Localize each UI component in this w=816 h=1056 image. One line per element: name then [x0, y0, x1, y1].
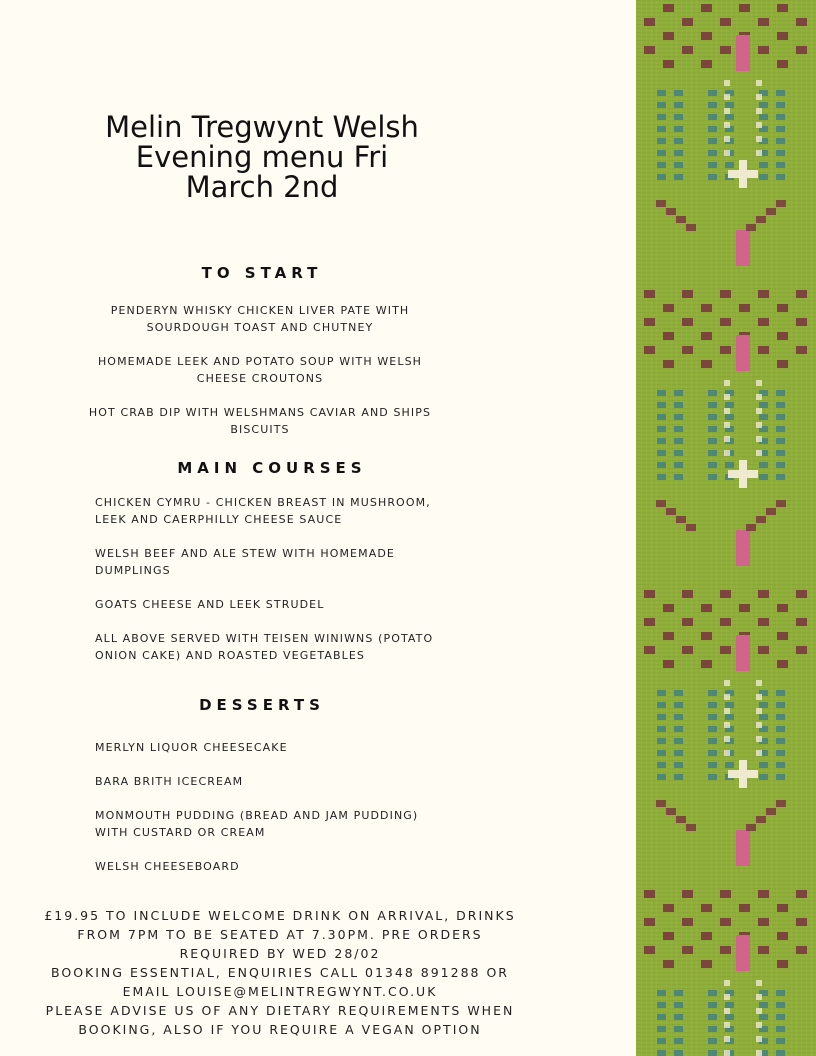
menu-item-line: SOURDOUGH TOAST AND CHUTNEY — [146, 321, 374, 334]
menu-item-line: PENDERYN WHISKY CHICKEN LIVER PATE WITH — [110, 304, 410, 317]
menu-item-line: WITH CUSTARD OR CREAM — [95, 826, 266, 839]
title-line: Evening menu Fri — [135, 140, 389, 174]
menu-item — [95, 630, 475, 664]
menu-item-line: LEEK AND CAERPHILLY CHEESE SAUCE — [95, 513, 343, 526]
page-title — [60, 112, 464, 202]
menu-item-line: ALL ABOVE SERVED WITH TEISEN WINIWNS (POTATO — [95, 632, 434, 645]
booking-info-line: PLEASE ADVISE US OF ANY DIETARY REQUIREMENTS WHEN — [45, 1003, 515, 1018]
menu-item — [95, 494, 475, 528]
menu-item-line: CHEESE CROUTONS — [196, 372, 324, 385]
menu-item-line: HOMEMADE LEEK AND POTATO SOUP WITH WELSH — [97, 355, 423, 368]
menu-item-line: MERLYN LIQUOR CHEESECAKE — [95, 741, 288, 754]
menu-item-line: WELSH BEEF AND ALE STEW WITH HOMEMADE — [95, 547, 395, 560]
menu-item — [60, 302, 460, 336]
menu-item-line: DUMPLINGS — [95, 564, 171, 577]
menu-item — [95, 545, 475, 579]
menu-item-line: WELSH CHEESEBOARD — [95, 860, 240, 873]
menu-item-line: BISCUITS — [230, 423, 290, 436]
menu-item — [95, 739, 475, 756]
menu-item-line: CHICKEN CYMRU - CHICKEN BREAST IN MUSHROOM, — [95, 496, 431, 509]
menu-item-line: HOT CRAB DIP WITH WELSHMANS CAVIAR AND SHIPS — [88, 406, 432, 419]
section-heading-mains: MAIN COURSES — [177, 459, 367, 477]
menu-item — [95, 858, 475, 875]
booking-info-line: REQUIRED BY WED 28/02 — [179, 946, 381, 961]
booking-info-line: BOOKING, ALSO IF YOU REQUIRE A VEGAN OPTION — [78, 1022, 482, 1037]
section-heading-desserts: DESSERTS — [199, 696, 325, 714]
menu-item-line: MONMOUTH PUDDING (BREAD AND JAM PUDDING) — [95, 809, 419, 822]
booking-info-line: BOOKING ESSENTIAL, ENQUIRIES CALL 01348 891288 OR — [51, 965, 509, 980]
booking-info-line: EMAIL LOUISE@MELINTREGWYNT.CO.UK — [122, 984, 438, 999]
menu-item — [95, 773, 475, 790]
menu-item-line: ONION CAKE) AND ROASTED VEGETABLES — [95, 649, 365, 662]
menu-item — [60, 353, 460, 387]
menu-item — [60, 404, 460, 438]
menu-item — [95, 807, 475, 841]
menu-item-line: BARA BRITH ICECREAM — [95, 775, 244, 788]
booking-info — [30, 906, 530, 1039]
menu-item-line: GOATS CHEESE AND LEEK STRUDEL — [95, 598, 325, 611]
booking-info-line: £19.95 TO INCLUDE WELCOME DRINK ON ARRIVAL, DRINKS — [44, 908, 516, 923]
title-line: Melin Tregwynt Welsh — [105, 110, 419, 144]
booking-info-line: FROM 7PM TO BE SEATED AT 7.30PM. PRE ORDERS — [77, 927, 483, 942]
section-heading-start: TO START — [201, 264, 323, 282]
title-line: March 2nd — [185, 170, 339, 204]
menu-item — [95, 596, 475, 613]
woven-tapestry-image — [636, 0, 816, 1056]
